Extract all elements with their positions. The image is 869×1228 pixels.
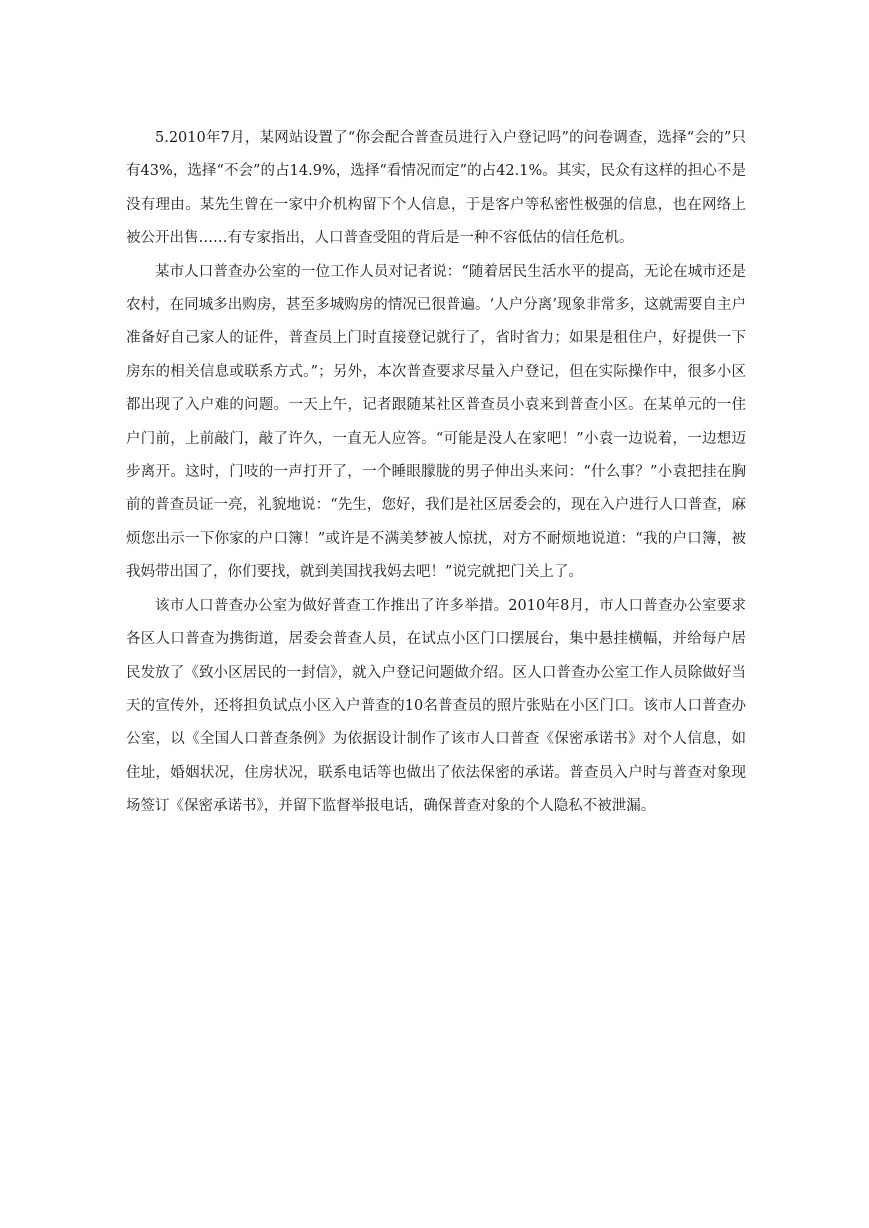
paragraph-measures: 该市人口普查办公室为做好普查工作推出了许多举措。2010年8月，市人口普查办公室要求各区人口普查为携街道，居委会普查人员，在试点小区门口摆展台，集中悬挂横幅，并给每户居民发放了《致小区居民的一封信》，就入户登记问题做介绍。区人口普查办公室工作人员除做好当天的宣传外，还将担负试点小区入户普查的10名普查员的照片张贴在小区门口。该市人口普查办公室，以《全国人口普查条例》为依据设计制作了该市人口普查《保密承诺书》对个人信息，如住址，婚姻状况，住房状况，联系电话等也做出了依法保密的承诺。普查员入户时与普查对象现场签订《保密承诺书》，并留下监督举报电话，确保普查对象的个人隐私不被泄漏。 — [126, 597, 746, 815]
document-body — [126, 122, 746, 824]
paragraph-interview: 某市人口普查办公室的一位工作人员对记者说：“随着居民生活水平的提高，无论在城市还是农村，在同城多出购房，甚至多城购房的情况已很普遍。‘人户分离’现象非常多，这就需要自主户准备好自己家人的证件，普查员上门时直接登记就行了，省时省力；如果是租住户，好提供一下房东的相关信息或联系方式。”；另外，本次普查要求尽量入户登记，但在实际操作中，很多小区都出现了入户难的问题。一天上午，记者跟随某社区普查员小袁来到普查小区。在某单元的一住户门前，上前敲门，敲了许久，一直无人应答。“可能是没人在家吧！”小袁一边说着，一边想迈步离开。这时，门吱的一声打开了，一个睡眼朦胧的男子伸出头来问：“什么事？”小袁把挂在胸前的普查员证一亮，礼貌地说：“先生，您好，我们是社区居委会的，现在入户进行人口普查，麻烦您出示一下你家的户口簿！”或许是不满美梦被人惊扰，对方不耐烦地说道：“我的户口簿，被我妈带出国了，你们要找，就到美国找我妈去吧！”说完就把门关上了。 — [126, 263, 746, 581]
paragraph-survey: 5.2010年7月，某网站设置了“你会配合普查员进行入户登记吗”的问卷调查，选择“会的”只有43%，选择“不会”的占14.9%，选择“看情况而定”的占42.1%。其实，民众有这样的担心不是没有理由。某先生曾在一家中介机构留下个人信息，于是客户等私密性极强的信息，也在网络上被公开出售……有专家指出，人口普查受阻的背后是一种不容低估的信任危机。 — [126, 130, 746, 247]
